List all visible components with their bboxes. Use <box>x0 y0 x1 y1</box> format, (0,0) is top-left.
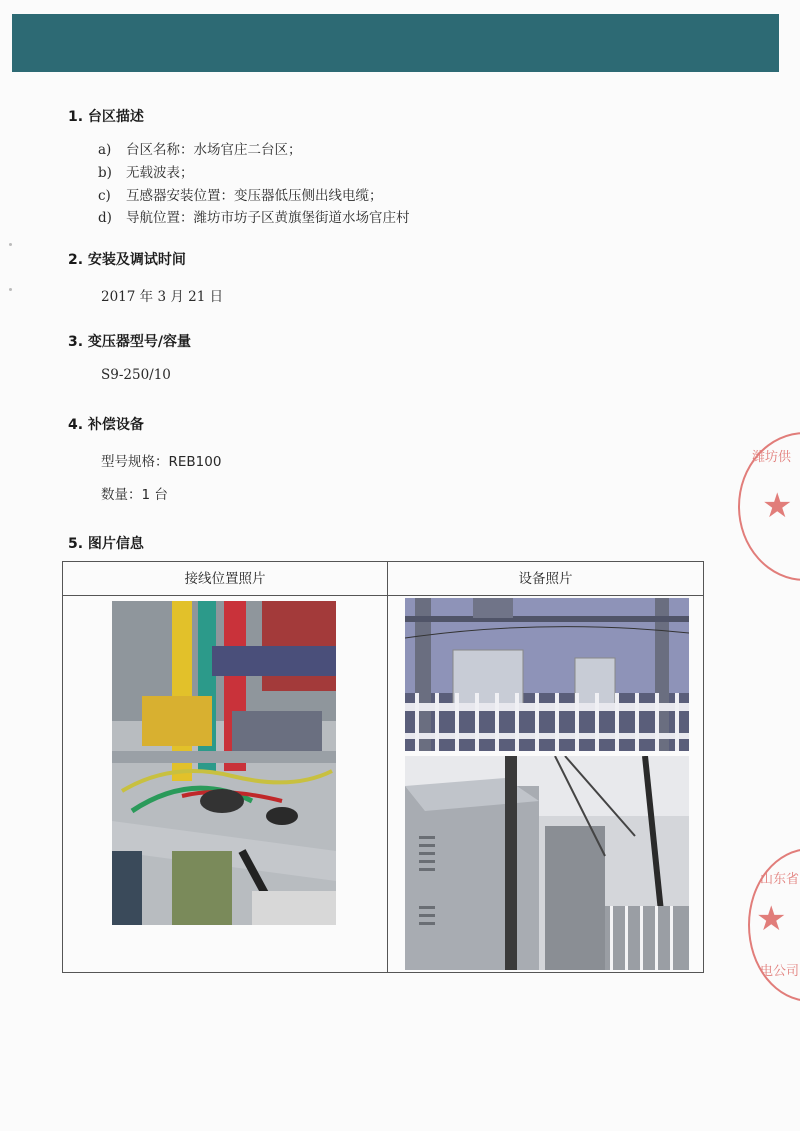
item-text: 台区名称：水场官庄二台区； <box>126 142 302 158</box>
description-item-d <box>98 206 410 226</box>
binder-hole <box>9 288 12 291</box>
stamp-text-bottom-lower: 电公司 <box>760 964 800 979</box>
description-item-c <box>98 184 383 204</box>
equipment-photo-top-graphic <box>405 598 689 751</box>
item-letter: c) <box>98 188 111 204</box>
wiring-photo <box>112 601 336 925</box>
section-title-install-time: 2. 安装及调试时间 <box>68 252 186 268</box>
section-title-transformer: 3. 变压器型号/容量 <box>68 334 192 350</box>
binder-hole <box>9 243 12 246</box>
header-bar <box>12 14 779 72</box>
item-text: 互感器安装位置：变压器低压侧出线电缆； <box>126 188 383 204</box>
item-letter: a) <box>98 142 112 158</box>
item-letter: d) <box>98 210 112 226</box>
equipment-photo-bottom <box>405 756 689 970</box>
item-letter: b) <box>98 165 112 181</box>
item-text: 无载波表； <box>126 165 194 181</box>
section-title-description: 1. 台区描述 <box>68 109 144 125</box>
official-stamp-top <box>738 432 800 581</box>
stamp-text-bottom: 山东省 <box>760 872 800 887</box>
equipment-photo-top <box>405 598 689 751</box>
star-icon: ★ <box>756 899 787 939</box>
description-item-a <box>98 138 302 158</box>
photo-col-header-equipment: 设备照片 <box>388 562 703 596</box>
star-icon: ★ <box>762 486 793 526</box>
wiring-photo-graphic <box>112 601 336 925</box>
equipment-photo-bottom-graphic <box>405 756 689 970</box>
section-title-photos: 5. 图片信息 <box>68 536 144 552</box>
equipment-count: 数量：1 台 <box>101 487 168 503</box>
stamp-text-top: 潍坊供 <box>752 450 792 465</box>
install-time: 2017 年 3 月 21 日 <box>101 289 224 305</box>
official-stamp-bottom <box>748 848 800 1002</box>
transformer-model: S9-250/10 <box>101 367 171 383</box>
equipment-model: 型号规格：REB100 <box>101 454 222 470</box>
photo-col-header-wiring: 接线位置照片 <box>63 562 387 596</box>
section-title-equipment: 4. 补偿设备 <box>68 417 144 433</box>
column-divider <box>387 562 388 972</box>
item-text: 导航位置：潍坊市坊子区黄旗堡街道水场官庄村 <box>126 210 410 226</box>
photo-table <box>62 561 704 973</box>
description-item-b <box>98 161 194 181</box>
